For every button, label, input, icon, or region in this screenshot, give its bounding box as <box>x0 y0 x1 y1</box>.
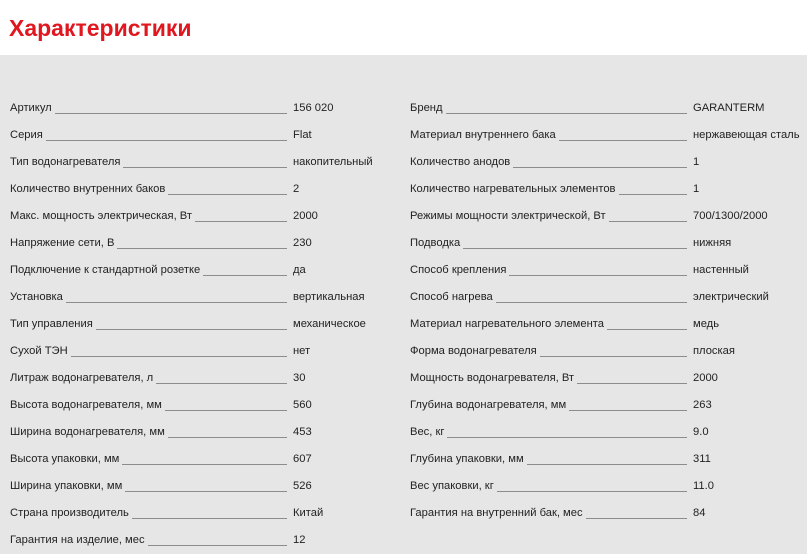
spec-row <box>410 370 790 397</box>
spec-row <box>410 208 790 235</box>
spec-label: Материал внутреннего бака <box>410 128 559 142</box>
spec-row <box>410 343 790 370</box>
spec-value: 453 <box>293 426 312 438</box>
spec-value: 526 <box>293 480 312 492</box>
spec-value: да <box>293 264 306 276</box>
spec-label: Режимы мощности электрической, Вт <box>410 209 609 223</box>
spec-row <box>10 127 390 154</box>
spec-row <box>10 316 390 343</box>
page-title: Характеристики <box>9 15 192 41</box>
spec-value: 311 <box>693 453 711 465</box>
spec-row <box>10 397 390 424</box>
spec-row <box>10 289 390 316</box>
spec-label: Мощность водонагревателя, Вт <box>410 371 577 385</box>
spec-row <box>410 100 790 127</box>
spec-label: Напряжение сети, В <box>10 236 117 250</box>
spec-value: Китай <box>293 507 324 519</box>
spec-row <box>10 100 390 127</box>
spec-label: Вес упаковки, кг <box>410 479 497 493</box>
spec-label: Подключение к стандартной розетке <box>10 263 203 277</box>
spec-label: Установка <box>10 290 66 304</box>
spec-value: нержавеющая сталь <box>693 129 800 141</box>
spec-label: Подводка <box>410 236 463 250</box>
spec-row <box>410 397 790 424</box>
spec-row <box>10 370 390 397</box>
specs-column-right <box>410 100 800 532</box>
spec-value: электрический <box>693 291 769 303</box>
spec-label: Способ крепления <box>410 263 509 277</box>
spec-label: Способ нагрева <box>410 290 496 304</box>
spec-label: Бренд <box>410 101 446 115</box>
leader-line <box>410 113 687 114</box>
spec-row <box>10 262 390 289</box>
spec-value: 700/1300/2000 <box>693 210 768 222</box>
spec-row <box>10 451 390 478</box>
spec-label: Высота упаковки, мм <box>10 452 122 466</box>
spec-label: Страна производитель <box>10 506 132 520</box>
spec-label: Вес, кг <box>410 425 447 439</box>
header <box>0 0 807 55</box>
spec-row <box>10 505 390 532</box>
spec-row <box>410 154 790 181</box>
spec-value: 84 <box>693 507 706 519</box>
spec-value: 30 <box>293 372 306 384</box>
spec-label: Гарантия на внутренний бак, мес <box>410 506 586 520</box>
spec-label: Ширина водонагревателя, мм <box>10 425 168 439</box>
spec-label: Форма водонагревателя <box>410 344 540 358</box>
spec-value: 263 <box>693 399 712 411</box>
leader-line <box>10 140 287 141</box>
spec-value: 2000 <box>293 210 318 222</box>
spec-row <box>10 154 390 181</box>
spec-label: Сухой ТЭН <box>10 344 71 358</box>
specs-panel <box>0 55 807 554</box>
spec-value: 156 020 <box>293 102 334 114</box>
spec-label: Ширина упаковки, мм <box>10 479 125 493</box>
spec-label: Гарантия на изделие, мес <box>10 533 148 547</box>
spec-value: 607 <box>293 453 312 465</box>
spec-value: медь <box>693 318 720 330</box>
leader-line <box>410 437 687 438</box>
spec-value: 2000 <box>693 372 718 384</box>
spec-value: 230 <box>293 237 312 249</box>
spec-value: нижняя <box>693 237 732 249</box>
spec-row <box>10 343 390 370</box>
spec-label: Тип управления <box>10 317 96 331</box>
spec-label: Высота водонагревателя, мм <box>10 398 165 412</box>
spec-row <box>410 316 790 343</box>
spec-label: Серия <box>10 128 46 142</box>
spec-value: вертикальная <box>293 291 365 303</box>
spec-value: 9.0 <box>693 426 709 438</box>
spec-row <box>410 127 800 154</box>
spec-row <box>10 208 390 235</box>
spec-value: настенный <box>693 264 749 276</box>
spec-label: Литраж водонагревателя, л <box>10 371 156 385</box>
spec-label: Макс. мощность электрическая, Вт <box>10 209 195 223</box>
spec-value: 1 <box>693 156 700 168</box>
spec-value: плоская <box>693 345 735 357</box>
spec-value: Flat <box>293 129 312 141</box>
spec-row <box>10 181 390 208</box>
spec-value: 560 <box>293 399 312 411</box>
spec-row <box>10 424 390 451</box>
spec-row <box>410 451 790 478</box>
spec-value: GARANTERM <box>693 102 765 114</box>
spec-row <box>410 478 790 505</box>
spec-row <box>410 262 790 289</box>
spec-row <box>410 181 790 208</box>
spec-value: 2 <box>293 183 300 195</box>
spec-label: Артикул <box>10 101 55 115</box>
spec-label: Количество анодов <box>410 155 513 169</box>
spec-value: 11.0 <box>693 480 714 492</box>
spec-row <box>410 289 790 316</box>
spec-row <box>10 478 390 505</box>
spec-value: механическое <box>293 318 366 330</box>
spec-value: 12 <box>293 534 306 546</box>
spec-label: Глубина упаковки, мм <box>410 452 527 466</box>
spec-label: Тип водонагревателя <box>10 155 123 169</box>
spec-label: Количество нагревательных элементов <box>410 182 619 196</box>
spec-label: Материал нагревательного элемента <box>410 317 607 331</box>
spec-row <box>410 424 790 451</box>
spec-row <box>410 235 790 262</box>
specs-column-left <box>10 100 390 559</box>
spec-row <box>10 532 390 559</box>
spec-value: нет <box>293 345 311 357</box>
spec-value: 1 <box>693 183 700 195</box>
spec-label: Количество внутренних баков <box>10 182 168 196</box>
spec-row <box>10 235 390 262</box>
spec-value: накопительный <box>293 156 373 168</box>
spec-label: Глубина водонагревателя, мм <box>410 398 569 412</box>
spec-row <box>410 505 790 532</box>
